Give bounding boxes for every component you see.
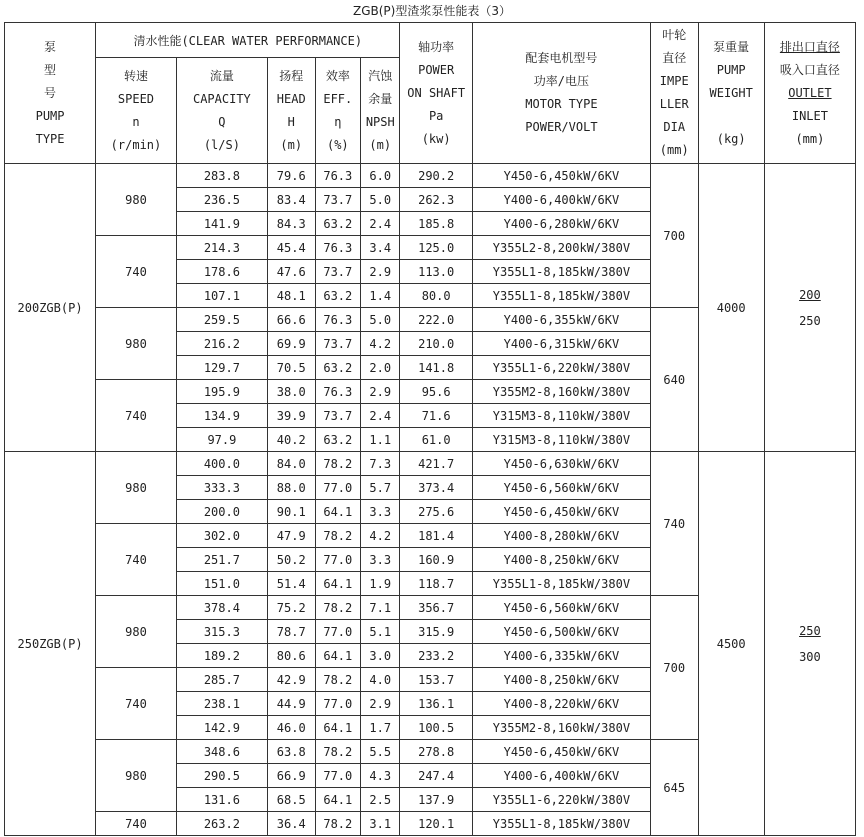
npsh-cell: 2.9 [361,692,400,716]
table-row [5,452,856,476]
efficiency-cell: 76.3 [315,380,361,404]
pump-weight-cell: 4500 [698,452,764,836]
efficiency-cell: 63.2 [315,428,361,452]
capacity-cell: 400.0 [176,452,267,476]
power-cell: 80.0 [400,284,472,308]
motor-cell: Y400-6,280kW/6KV [472,212,650,236]
head-cell: 63.8 [267,740,315,764]
power-cell: 113.0 [400,260,472,284]
pump-weight-cell: 4000 [698,164,764,452]
capacity-cell: 259.5 [176,308,267,332]
efficiency-cell: 64.1 [315,788,361,812]
efficiency-cell: 77.0 [315,548,361,572]
head-cell: 47.6 [267,260,315,284]
head-cell: 47.9 [267,524,315,548]
table-title: ZGB(P)型渣浆泵性能表（3） [353,4,511,18]
power-cell: 137.9 [400,788,472,812]
power-cell: 136.1 [400,692,472,716]
speed-cell: 740 [96,812,177,836]
power-cell: 421.7 [400,452,472,476]
power-cell: 210.0 [400,332,472,356]
table-row [5,164,856,188]
power-cell: 373.4 [400,476,472,500]
head-cell: 66.6 [267,308,315,332]
motor-cell: Y450-6,560kW/6KV [472,596,650,620]
npsh-cell: 3.4 [361,236,400,260]
efficiency-cell: 78.2 [315,596,361,620]
motor-cell: Y400-6,355kW/6KV [472,308,650,332]
npsh-cell: 2.5 [361,788,400,812]
head-cell: 44.9 [267,692,315,716]
efficiency-cell: 78.2 [315,740,361,764]
head-cell: 42.9 [267,668,315,692]
head-cell: 50.2 [267,548,315,572]
efficiency-cell: 64.1 [315,572,361,596]
header-speed: 转速 SPEED n (r/min) [96,58,177,164]
npsh-cell: 5.0 [361,188,400,212]
header-pump-weight: 泵重量 PUMP WEIGHT (kg) [698,23,764,164]
speed-cell: 980 [96,308,177,380]
power-cell: 181.4 [400,524,472,548]
head-cell: 69.9 [267,332,315,356]
capacity-cell: 283.8 [176,164,267,188]
head-cell: 84.0 [267,452,315,476]
power-cell: 222.0 [400,308,472,332]
speed-cell: 740 [96,524,177,596]
npsh-cell: 1.1 [361,428,400,452]
motor-cell: Y400-8,250kW/6KV [472,548,650,572]
power-cell: 61.0 [400,428,472,452]
header-motor: 配套电机型号 功率/电压 MOTOR TYPE POWER/VOLT [472,23,650,164]
power-cell: 275.6 [400,500,472,524]
efficiency-cell: 76.3 [315,236,361,260]
capacity-cell: 97.9 [176,428,267,452]
speed-cell: 740 [96,380,177,452]
power-cell: 120.1 [400,812,472,836]
npsh-cell: 3.3 [361,500,400,524]
npsh-cell: 3.1 [361,812,400,836]
header-power: 轴功率 POWER ON SHAFT Pa (kw) [400,23,472,164]
capacity-cell: 333.3 [176,476,267,500]
head-cell: 80.6 [267,644,315,668]
motor-cell: Y400-6,400kW/6KV [472,188,650,212]
motor-cell: Y400-8,250kW/6KV [472,668,650,692]
power-cell: 315.9 [400,620,472,644]
motor-cell: Y400-6,315kW/6KV [472,332,650,356]
efficiency-cell: 76.3 [315,164,361,188]
head-cell: 45.4 [267,236,315,260]
capacity-cell: 151.0 [176,572,267,596]
efficiency-cell: 73.7 [315,260,361,284]
capacity-cell: 238.1 [176,692,267,716]
motor-cell: Y400-8,280kW/6KV [472,524,650,548]
power-cell: 125.0 [400,236,472,260]
capacity-cell: 315.3 [176,620,267,644]
npsh-cell: 1.4 [361,284,400,308]
head-cell: 39.9 [267,404,315,428]
motor-cell: Y355L1-6,220kW/380V [472,788,650,812]
capacity-cell: 141.9 [176,212,267,236]
efficiency-cell: 63.2 [315,356,361,380]
head-cell: 46.0 [267,716,315,740]
head-cell: 66.9 [267,764,315,788]
motor-cell: Y450-6,500kW/6KV [472,620,650,644]
power-cell: 118.7 [400,572,472,596]
motor-cell: Y355L1-8,185kW/380V [472,284,650,308]
table-body [5,164,856,836]
capacity-cell: 263.2 [176,812,267,836]
head-cell: 84.3 [267,212,315,236]
npsh-cell: 5.1 [361,620,400,644]
head-cell: 90.1 [267,500,315,524]
power-cell: 356.7 [400,596,472,620]
motor-cell: Y315M3-8,110kW/380V [472,428,650,452]
efficiency-cell: 73.7 [315,332,361,356]
head-cell: 79.6 [267,164,315,188]
capacity-cell: 134.9 [176,404,267,428]
npsh-cell: 5.5 [361,740,400,764]
header-npsh: 汽蚀 余量 NPSH (m) [361,58,400,164]
npsh-cell: 2.4 [361,212,400,236]
power-cell: 141.8 [400,356,472,380]
capacity-cell: 216.2 [176,332,267,356]
speed-cell: 980 [96,452,177,524]
npsh-cell: 5.0 [361,308,400,332]
head-cell: 40.2 [267,428,315,452]
outlet-inlet-cell [764,164,855,452]
efficiency-cell: 73.7 [315,404,361,428]
outlet-dia: 250 [799,623,821,638]
power-cell: 185.8 [400,212,472,236]
motor-cell: Y450-6,630kW/6KV [472,452,650,476]
motor-cell: Y355L2-8,200kW/380V [472,236,650,260]
efficiency-cell: 64.1 [315,644,361,668]
capacity-cell: 129.7 [176,356,267,380]
capacity-cell: 378.4 [176,596,267,620]
efficiency-cell: 63.2 [315,212,361,236]
outlet-inlet-cell [764,452,855,836]
speed-cell: 980 [96,596,177,668]
motor-cell: Y450-6,450kW/6KV [472,164,650,188]
npsh-cell: 7.3 [361,452,400,476]
npsh-cell: 3.0 [361,644,400,668]
npsh-cell: 3.3 [361,548,400,572]
motor-cell: Y355M2-8,160kW/380V [472,380,650,404]
header-pump-type: 泵 型 号 PUMP TYPE [5,23,96,164]
capacity-cell: 195.9 [176,380,267,404]
head-cell: 70.5 [267,356,315,380]
pump-type-cell: 250ZGB(P) [5,452,96,836]
header-efficiency: 效率 EFF. η (%) [315,58,361,164]
npsh-cell: 2.0 [361,356,400,380]
motor-cell: Y355L1-8,185kW/380V [472,260,650,284]
capacity-cell: 142.9 [176,716,267,740]
efficiency-cell: 73.7 [315,188,361,212]
motor-cell: Y450-6,450kW/6KV [472,740,650,764]
efficiency-cell: 77.0 [315,764,361,788]
power-cell: 247.4 [400,764,472,788]
speed-cell: 740 [96,236,177,308]
header-clear-water: 清水性能(CLEAR WATER PERFORMANCE) [96,23,400,58]
head-cell: 88.0 [267,476,315,500]
motor-cell: Y400-6,400kW/6KV [472,764,650,788]
capacity-cell: 189.2 [176,644,267,668]
capacity-cell: 236.5 [176,188,267,212]
npsh-cell: 2.4 [361,404,400,428]
inlet-dia: 300 [799,649,821,664]
capacity-cell: 131.6 [176,788,267,812]
head-cell: 36.4 [267,812,315,836]
npsh-cell: 6.0 [361,164,400,188]
npsh-cell: 4.2 [361,524,400,548]
npsh-cell: 4.2 [361,332,400,356]
capacity-cell: 200.0 [176,500,267,524]
capacity-cell: 348.6 [176,740,267,764]
power-cell: 95.6 [400,380,472,404]
impeller-dia-cell: 645 [650,740,698,836]
motor-cell: Y355L1-8,185kW/380V [472,812,650,836]
speed-cell: 980 [96,740,177,812]
head-cell: 75.2 [267,596,315,620]
npsh-cell: 1.9 [361,572,400,596]
efficiency-cell: 64.1 [315,500,361,524]
impeller-dia-cell: 700 [650,596,698,740]
power-cell: 290.2 [400,164,472,188]
motor-cell: Y315M3-8,110kW/380V [472,404,650,428]
efficiency-cell: 78.2 [315,668,361,692]
power-cell: 262.3 [400,188,472,212]
efficiency-cell: 78.2 [315,524,361,548]
power-cell: 153.7 [400,668,472,692]
header-head: 扬程 HEAD H (m) [267,58,315,164]
npsh-cell: 2.9 [361,260,400,284]
motor-cell: Y450-6,560kW/6KV [472,476,650,500]
efficiency-cell: 64.1 [315,716,361,740]
npsh-cell: 2.9 [361,380,400,404]
power-cell: 233.2 [400,644,472,668]
efficiency-cell: 78.2 [315,452,361,476]
npsh-cell: 1.7 [361,716,400,740]
impeller-dia-cell: 640 [650,308,698,452]
power-cell: 160.9 [400,548,472,572]
power-cell: 278.8 [400,740,472,764]
head-cell: 48.1 [267,284,315,308]
npsh-cell: 7.1 [361,596,400,620]
capacity-cell: 107.1 [176,284,267,308]
header-impeller-dia: 叶轮 直径 IMPE LLER DIA (mm) [650,23,698,164]
capacity-cell: 178.6 [176,260,267,284]
inlet-dia: 250 [799,313,821,328]
motor-cell: Y355L1-6,220kW/380V [472,356,650,380]
efficiency-cell: 76.3 [315,308,361,332]
head-cell: 83.4 [267,188,315,212]
capacity-cell: 214.3 [176,236,267,260]
head-cell: 38.0 [267,380,315,404]
power-cell: 100.5 [400,716,472,740]
pump-performance-table [4,22,856,836]
speed-cell: 740 [96,668,177,740]
motor-cell: Y400-8,220kW/6KV [472,692,650,716]
npsh-cell: 4.3 [361,764,400,788]
efficiency-cell: 77.0 [315,692,361,716]
motor-cell: Y355L1-8,185kW/380V [472,572,650,596]
header-capacity: 流量 CAPACITY Q (l/S) [176,58,267,164]
capacity-cell: 302.0 [176,524,267,548]
header-outlet-inlet: 排出口直径 吸入口直径 OUTLET INLET (mm) [764,23,855,164]
impeller-dia-cell: 700 [650,164,698,308]
pump-type-cell: 200ZGB(P) [5,164,96,452]
motor-cell: Y450-6,450kW/6KV [472,500,650,524]
head-cell: 68.5 [267,788,315,812]
npsh-cell: 4.0 [361,668,400,692]
head-cell: 51.4 [267,572,315,596]
impeller-dia-cell: 740 [650,452,698,596]
efficiency-cell: 63.2 [315,284,361,308]
motor-cell: Y355M2-8,160kW/380V [472,716,650,740]
efficiency-cell: 77.0 [315,620,361,644]
capacity-cell: 290.5 [176,764,267,788]
power-cell: 71.6 [400,404,472,428]
outlet-dia: 200 [799,287,821,302]
efficiency-cell: 77.0 [315,476,361,500]
motor-cell: Y400-6,335kW/6KV [472,644,650,668]
head-cell: 78.7 [267,620,315,644]
capacity-cell: 251.7 [176,548,267,572]
speed-cell: 980 [96,164,177,236]
npsh-cell: 5.7 [361,476,400,500]
capacity-cell: 285.7 [176,668,267,692]
efficiency-cell: 78.2 [315,812,361,836]
